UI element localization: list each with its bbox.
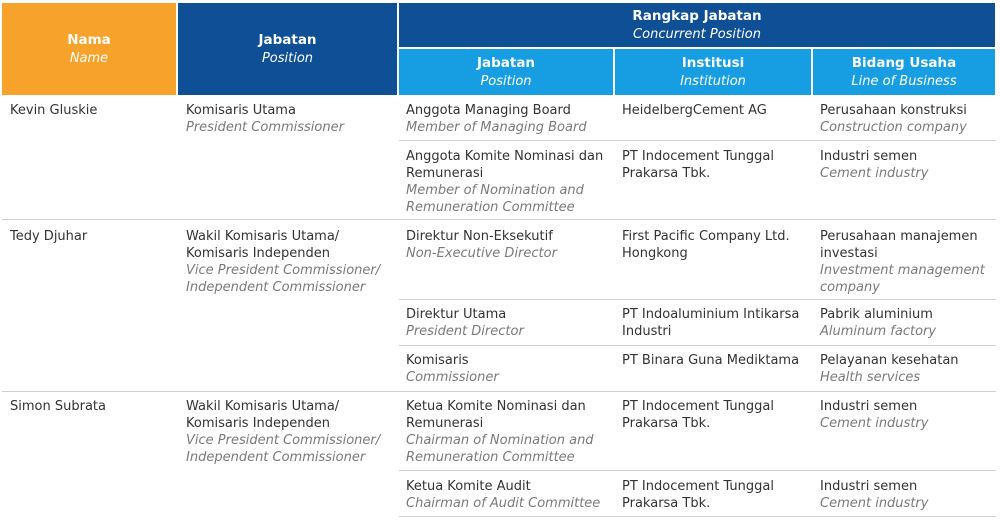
line-of-business: Pabrik aluminium Aluminum factory (820, 307, 937, 339)
institution: PT Indocement Tunggal Prakarsa Tbk. (622, 149, 774, 181)
institution: PT Indocement Tunggal Prakarsa Tbk. (622, 479, 774, 511)
header-rangkap-id: Rangkap Jabatan (632, 7, 762, 24)
header-sub-jabatan (399, 49, 613, 95)
header-sub-institusi-en: Institution (680, 73, 746, 89)
row-divider (399, 516, 996, 517)
header-sub-institusi-id: Institusi (681, 54, 745, 71)
header-sub-jabatan-id: Jabatan (476, 54, 536, 71)
line-of-business: Industri semen Cement industry (820, 399, 929, 431)
header-nama-id: Nama (67, 31, 111, 48)
header-rangkap-en: Concurrent Position (633, 26, 761, 42)
person-position: Wakil Komisaris Utama/ Komisaris Independen Vice President Commissioner/ Independent Commissioner (186, 229, 381, 295)
institution: PT Indoaluminium Intikarsa Industri (622, 307, 800, 339)
header-sub-institusi (615, 49, 811, 95)
line-of-business: Perusahaan manajemen investasi Investment management company (820, 229, 985, 295)
header-sub-bidang-id: Bidang Usaha (851, 54, 957, 71)
line-of-business: Pelayanan kesehatan Health services (820, 353, 959, 385)
header-nama-en: Name (69, 50, 109, 66)
header-nama (2, 3, 176, 95)
header-jabatan (178, 3, 397, 95)
concurrent-position: Ketua Komite Audit Chairman of Audit Committee (406, 479, 601, 511)
line-of-business: Perusahaan konstruksi Construction company (820, 103, 967, 135)
header-sub-bidang-en: Line of Business (851, 73, 957, 89)
concurrent-position: Direktur Utama President Director (406, 307, 524, 339)
institution: First Pacific Company Ltd. Hongkong (622, 229, 790, 261)
concurrent-position: Anggota Komite Nominasi dan Remunerasi Member of Nomination and Remuneration Committee (406, 149, 604, 215)
row-divider (399, 345, 996, 346)
person-name: Kevin Gluskie (10, 103, 98, 118)
concurrent-position: Anggota Managing Board Member of Managing Board (406, 103, 587, 135)
person-name: Tedy Djuhar (10, 229, 88, 244)
concurrent-position: Ketua Komite Nominasi dan Remunerasi Chairman of Nomination and Remuneration Committee (406, 399, 594, 465)
row-divider (2, 391, 996, 392)
person-name: Simon Subrata (10, 399, 106, 414)
institution: HeidelbergCement AG (622, 103, 767, 118)
header-jabatan-id: Jabatan (258, 31, 317, 48)
line-of-business: Industri semen Cement industry (820, 479, 929, 511)
person-position: Komisaris Utama President Commissioner (186, 103, 344, 135)
row-divider (2, 219, 996, 220)
person-position: Wakil Komisaris Utama/ Komisaris Independen Vice President Commissioner/ Independent Commissioner (186, 399, 381, 465)
header-jabatan-en: Position (261, 50, 314, 66)
header-rangkap (399, 3, 995, 47)
row-divider (399, 140, 996, 141)
concurrent-position: Komisaris Commissioner (406, 353, 499, 385)
row-divider (399, 299, 996, 300)
line-of-business: Industri semen Cement industry (820, 149, 929, 181)
institution: PT Binara Guna Mediktama (622, 353, 800, 368)
concurrent-position: Direktur Non-Eksekutif Non-Executive Director (406, 229, 557, 261)
institution: PT Indocement Tunggal Prakarsa Tbk. (622, 399, 774, 431)
row-divider (399, 470, 996, 471)
header-sub-jabatan-en: Position (480, 73, 532, 89)
header-sub-bidang (813, 49, 995, 95)
